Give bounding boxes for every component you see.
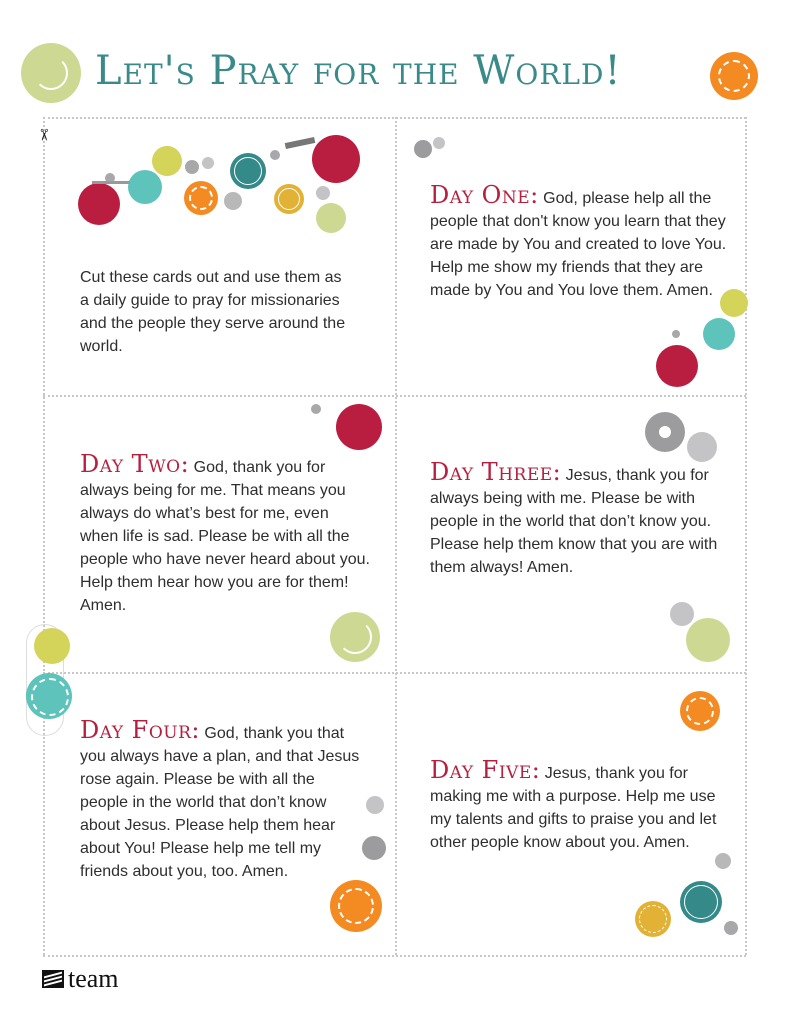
- page-title: Let's Pray for the World!: [95, 48, 622, 94]
- day-four-text: God, thank you that you always have a plan, and that Jesus rose again. Please be with all the people in the world that don’t know about Jesus. Please help them hear about You! Please help me tell my friends about you, too. Amen.: [80, 725, 360, 880]
- card-day-four: [80, 716, 360, 883]
- scissors-icon: ✂: [34, 128, 52, 142]
- day-one-label: Day One:: [430, 181, 539, 209]
- cut-line-left: [43, 117, 45, 955]
- header-left-gear-icon: [24, 46, 78, 100]
- day-five-label: Day Five:: [430, 756, 541, 784]
- day-five-text: Jesus, thank you for making me with a purpose. Help me use my talents and gifts to praise you and let other people know about you. Amen.: [430, 765, 717, 851]
- intro-text: Cut these cards out and use them as a daily guide to pray for missionaries and the people they serve around the world.: [80, 269, 346, 355]
- card-day-two: [80, 450, 370, 617]
- cut-line-bottom: [43, 955, 746, 957]
- day-one-text: God, please help all the people that don't know you learn that they are made by You and created to love You. Help me show my friends that they are made by You and You love them. Amen.: [430, 190, 727, 299]
- day-three-text: Jesus, thank you for always being with me. Please be with people in the world that don’t know you. Please help them know that you are with them always! Amen.: [430, 467, 718, 576]
- day-two-text: God, thank you for always being for me. That means you always do what’s best for me, even when life is sad. Please be with all the people who have never heard about you. Help them hear how you are for them! Amen.: [80, 459, 370, 614]
- team-logo: [42, 966, 119, 992]
- day-three-label: Day Three:: [430, 458, 562, 486]
- cut-line-middle: [395, 117, 397, 955]
- team-logo-text: team: [68, 964, 119, 993]
- day-two-gear-bottom-icon: [330, 612, 380, 662]
- day-five-gear-top-icon: [680, 691, 720, 731]
- header-right-gear-icon: [710, 52, 758, 100]
- card-day-one: [430, 181, 730, 302]
- card-day-five: [430, 756, 720, 854]
- team-logo-mark-icon: [42, 970, 64, 988]
- card-day-three: [430, 458, 720, 579]
- cut-line-right: [745, 117, 747, 955]
- day-two-label: Day Two:: [80, 450, 190, 478]
- day-four-label: Day Four:: [80, 716, 200, 744]
